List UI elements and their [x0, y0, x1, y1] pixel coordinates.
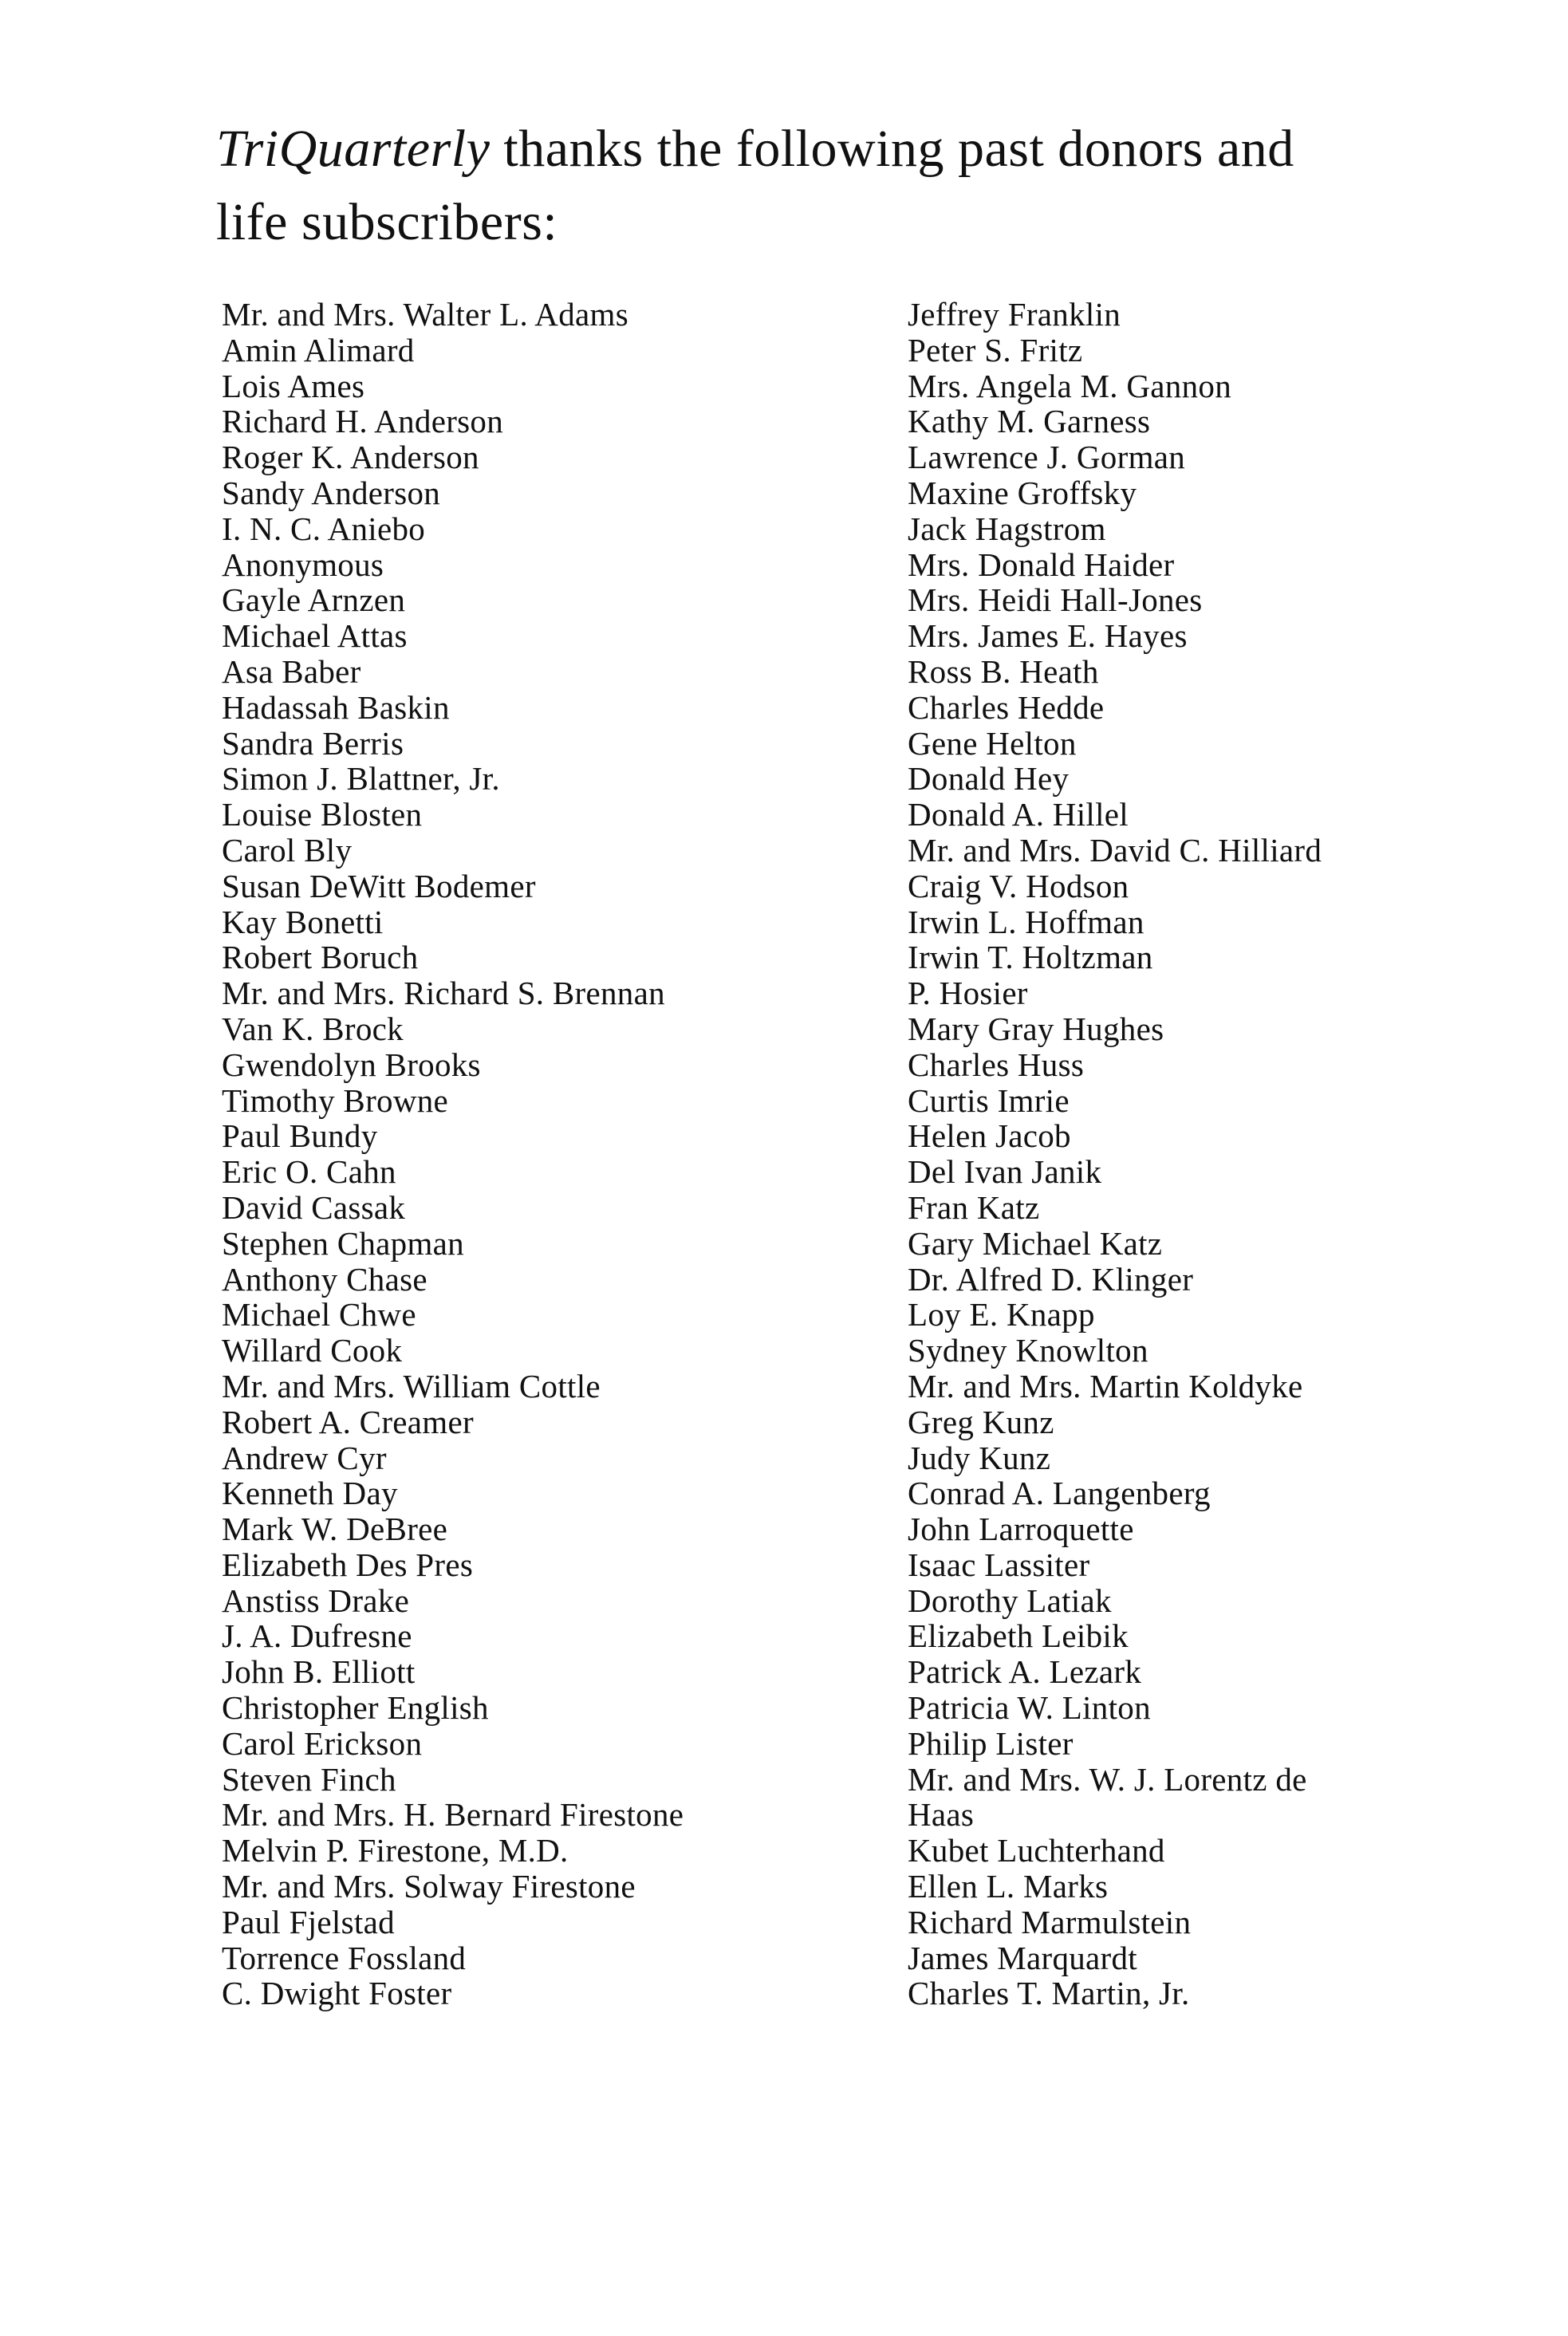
donor-name: Curtis Imrie: [908, 1081, 1070, 1119]
donor-name: Judy Kunz: [908, 1439, 1051, 1476]
donor-name: Christopher English: [222, 1689, 489, 1727]
donor-name: Mr. and Mrs. Martin Koldyke: [908, 1367, 1303, 1404]
donor-name: Gary Michael Katz: [908, 1224, 1163, 1262]
donor-name: Loy E. Knapp: [908, 1296, 1095, 1333]
donor-name: John Larroquette: [908, 1511, 1134, 1548]
donor-name: Kubet Luchterhand: [908, 1832, 1165, 1869]
donor-name: Mr. and Mrs. William Cottle: [222, 1367, 601, 1404]
donor-name: Lawrence J. Gorman: [908, 439, 1186, 476]
donor-name: Mrs. Donald Haider: [908, 546, 1175, 583]
donor-name: Gwendolyn Brooks: [222, 1046, 481, 1083]
donor-name: Irwin L. Hoffman: [908, 903, 1144, 940]
donor-name: I. N. C. Aniebo: [222, 510, 426, 547]
donor-list-left: [222, 297, 860, 2011]
donor-name: Charles T. Martin, Jr.: [908, 1975, 1190, 2012]
heading-line-1: thanks the following past donors and: [490, 120, 1294, 178]
donor-name: Steven Finch: [222, 1760, 396, 1798]
donor-name: Maxine Groffsky: [908, 474, 1137, 511]
donor-name: Michael Chwe: [222, 1296, 416, 1333]
donor-name: Kenneth Day: [222, 1475, 398, 1512]
donor-name: Richard H. Anderson: [222, 403, 503, 440]
donor-name: Charles Huss: [908, 1046, 1085, 1083]
donor-name: Hadassah Baskin: [222, 688, 450, 726]
donor-name: J. A. Dufresne: [222, 1617, 412, 1655]
donor-name: Peter S. Fritz: [908, 331, 1083, 368]
donor-name: Mary Gray Hughes: [908, 1010, 1164, 1047]
donor-name: Paul Bundy: [222, 1117, 378, 1155]
donor-name: Anonymous: [222, 546, 384, 583]
donor-name: Jack Hagstrom: [908, 510, 1106, 547]
donor-name: Torrence Fossland: [222, 1939, 467, 1976]
journal-title: TriQuarterly: [216, 120, 490, 178]
donor-name: Stephen Chapman: [222, 1224, 464, 1262]
donor-name: Gayle Arnzen: [222, 581, 406, 619]
donor-name: Donald Hey: [908, 760, 1070, 798]
donor-name: Melvin P. Firestone, M.D.: [222, 1832, 569, 1869]
donor-name: Mrs. Heidi Hall-Jones: [908, 581, 1203, 619]
donor-name: Mr. and Mrs. H. Bernard Firestone: [222, 1796, 684, 1834]
donor-name: Kathy M. Garness: [908, 403, 1151, 440]
donor-name: Dr. Alfred D. Klinger: [908, 1260, 1194, 1298]
donor-name: Craig V. Hodson: [908, 867, 1129, 904]
donor-name: Mr. and Mrs. Solway Firestone: [222, 1868, 636, 1905]
donor-name: Conrad A. Langenberg: [908, 1475, 1211, 1512]
donor-list-right: [908, 297, 1546, 2011]
donor-name: Susan DeWitt Bodemer: [222, 867, 536, 904]
donor-name: Kay Bonetti: [222, 903, 384, 940]
donor-name: Donald A. Hillel: [908, 796, 1129, 833]
donor-name: Robert A. Creamer: [222, 1403, 474, 1440]
donor-name: Elizabeth Des Pres: [222, 1546, 474, 1583]
donor-name: Mrs. Angela M. Gannon: [908, 367, 1232, 404]
donor-name: Irwin T. Holtzman: [908, 939, 1153, 976]
donor-name: Eric O. Cahn: [222, 1153, 396, 1191]
donor-name: Asa Baber: [222, 652, 361, 690]
donor-name: Sandy Anderson: [222, 474, 441, 511]
donor-name: Fran Katz: [908, 1188, 1040, 1226]
donor-name: Amin Alimard: [222, 331, 415, 368]
donor-name: Dorothy Latiak: [908, 1582, 1112, 1619]
donor-name: Mr. and Mrs. Richard S. Brennan: [222, 975, 665, 1012]
donor-name: Del Ivan Janik: [908, 1153, 1102, 1191]
donor-name: Mr. and Mrs. David C. Hilliard: [908, 831, 1322, 869]
donor-name: Haas: [908, 1796, 975, 1834]
donor-name: Mr. and Mrs. W. J. Lorentz de: [908, 1760, 1307, 1798]
donor-name: Louise Blosten: [222, 796, 423, 833]
donor-name: Van K. Brock: [222, 1010, 404, 1047]
donor-name: James Marquardt: [908, 1939, 1137, 1976]
donor-name: Anthony Chase: [222, 1260, 427, 1298]
donor-name: Mrs. James E. Hayes: [908, 617, 1188, 655]
page-heading: [216, 112, 1381, 259]
donor-name: Anstiss Drake: [222, 1582, 410, 1619]
donor-name: Michael Attas: [222, 617, 408, 655]
donor-name: Mr. and Mrs. Walter L. Adams: [222, 296, 628, 333]
donor-name: Greg Kunz: [908, 1403, 1054, 1440]
donor-name: Andrew Cyr: [222, 1439, 387, 1476]
donor-name: Simon J. Blattner, Jr.: [222, 760, 500, 798]
donor-name: John B. Elliott: [222, 1653, 416, 1691]
donor-name: Timothy Browne: [222, 1081, 449, 1119]
donor-name: Charles Hedde: [908, 688, 1105, 726]
donor-name: Mark W. DeBree: [222, 1511, 448, 1548]
donor-name: Jeffrey Franklin: [908, 296, 1121, 333]
donor-name: C. Dwight Foster: [222, 1975, 452, 2012]
donor-name: Willard Cook: [222, 1332, 403, 1369]
donor-name: Elizabeth Leibik: [908, 1617, 1129, 1655]
donor-name: Richard Marmulstein: [908, 1903, 1192, 1940]
donor-name: Sydney Knowlton: [908, 1332, 1148, 1369]
donor-name: Roger K. Anderson: [222, 439, 479, 476]
donor-name: Paul Fjelstad: [222, 1903, 395, 1940]
donor-name: P. Hosier: [908, 975, 1028, 1012]
donor-name: David Cassak: [222, 1188, 406, 1226]
donor-name: Ross B. Heath: [908, 652, 1099, 690]
donor-name: Patrick A. Lezark: [908, 1653, 1142, 1691]
donor-name: Lois Ames: [222, 367, 365, 404]
donor-name: Patricia W. Linton: [908, 1689, 1151, 1727]
donor-name: Carol Erickson: [222, 1724, 423, 1762]
heading-line-2: life subscribers:: [216, 193, 558, 251]
donor-name: Isaac Lassiter: [908, 1546, 1090, 1583]
donor-name: Philip Lister: [908, 1724, 1074, 1762]
donor-name: Ellen L. Marks: [908, 1868, 1109, 1905]
donor-name: Gene Helton: [908, 724, 1077, 762]
donor-name: Helen Jacob: [908, 1117, 1071, 1155]
donor-name: Sandra Berris: [222, 724, 404, 762]
donor-name: Robert Boruch: [222, 939, 419, 976]
donor-name: Carol Bly: [222, 831, 353, 869]
